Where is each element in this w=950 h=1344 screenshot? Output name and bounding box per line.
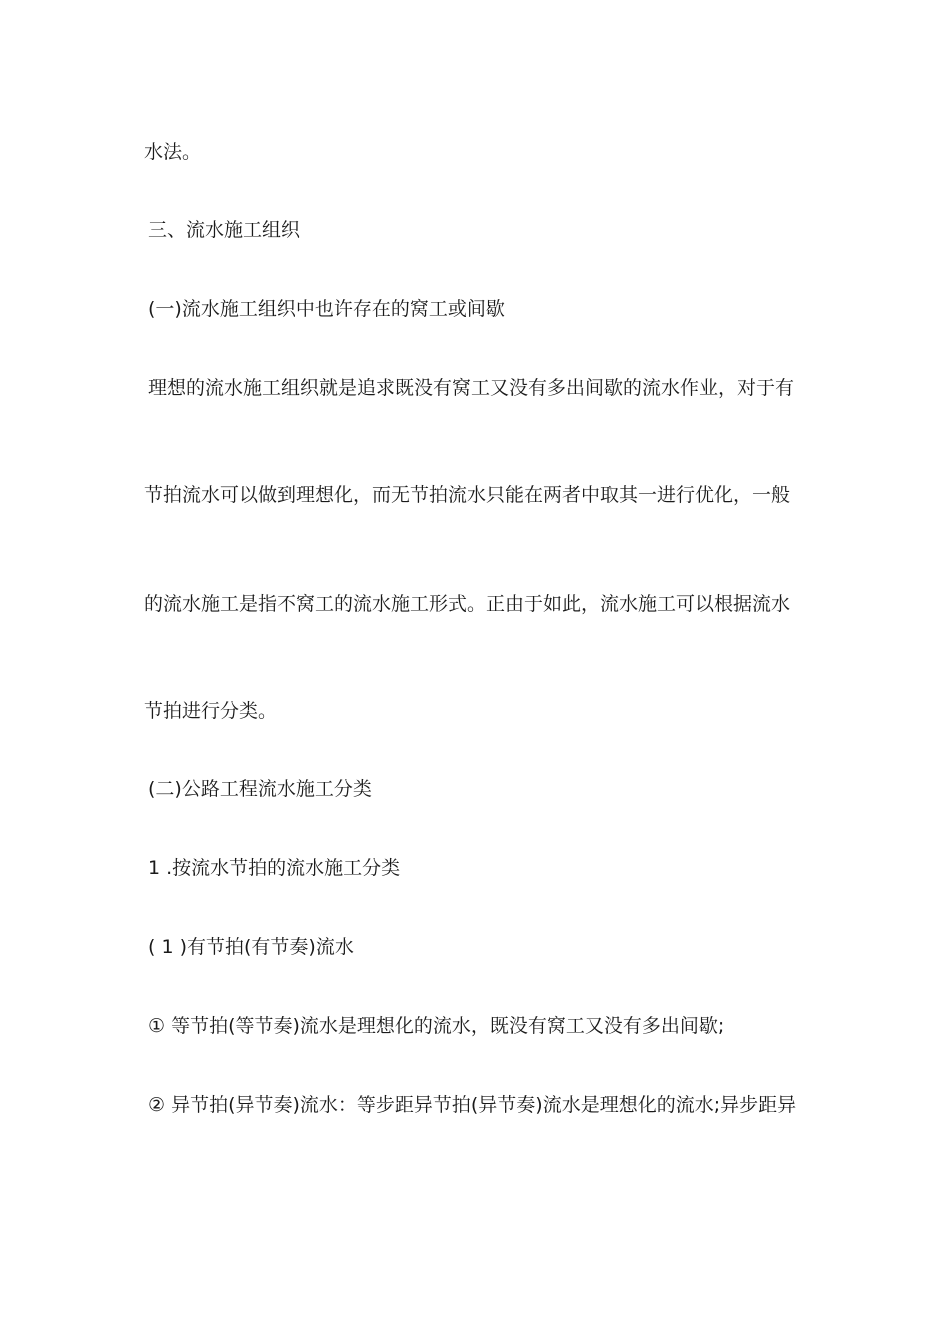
paragraph-line: 的流水施工是指不窝工的流水施工形式。正由于如此，流水施工可以根据流水 (144, 593, 791, 615)
section-heading: 三、流水施工组织 (148, 219, 301, 241)
paragraph-line: 理想的流水施工组织就是追求既没有窝工又没有多出间歇的流水作业，对于有 (148, 377, 795, 399)
text-line-continuation: 水法。 (144, 141, 202, 163)
list-item: ② 异节拍(异节奏)流水：等步距异节拍(异节奏)流水是理想化的流水;异步距异 (148, 1094, 797, 1116)
numbered-subheading: ( 1 )有节拍(有节奏)流水 (148, 936, 354, 958)
subsection-heading: (二)公路工程流水施工分类 (148, 778, 372, 800)
subsection-heading: (一)流水施工组织中也许存在的窝工或间歇 (148, 298, 505, 320)
numbered-heading: 1 .按流水节拍的流水施工分类 (148, 857, 401, 879)
paragraph-line: 节拍流水可以做到理想化，而无节拍流水只能在两者中取其一进行优化，一般 (144, 484, 791, 506)
list-item: ① 等节拍(等节奏)流水是理想化的流水，既没有窝工又没有多出间歇; (148, 1015, 725, 1037)
paragraph-line: 节拍进行分类。 (144, 700, 278, 722)
